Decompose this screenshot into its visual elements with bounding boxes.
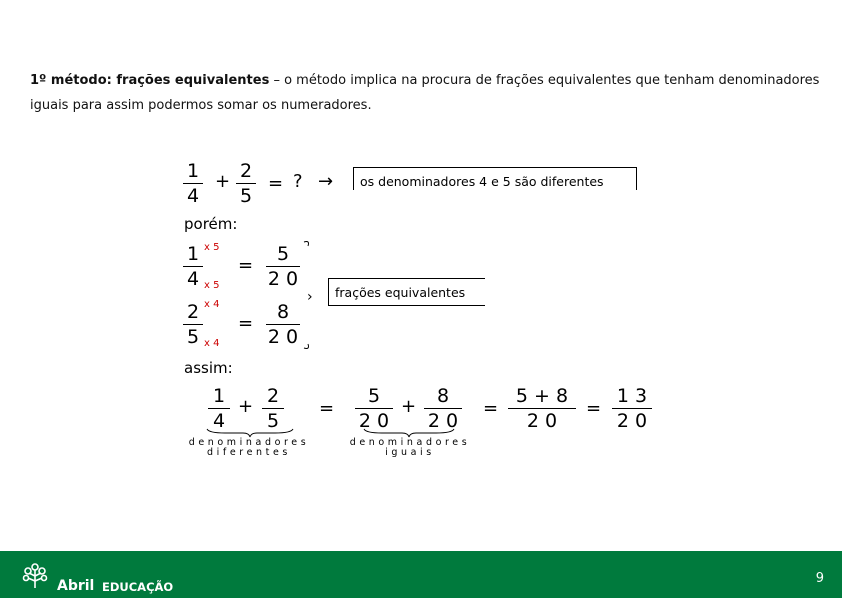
fraction-one-fourth-final: 1 4 (208, 385, 230, 432)
question-mark: ? (293, 171, 303, 192)
multiplier-top: x 4 (204, 299, 220, 310)
fraction-two-fifths-equiv: 2 5 (183, 301, 203, 348)
equals-sign: = (319, 398, 335, 419)
page-number: 9 (815, 571, 824, 586)
footer-bar (0, 551, 842, 598)
arrow-right-icon: › (307, 289, 313, 305)
porem-label: porém: (184, 215, 238, 233)
fraction-two-fifths-final: 2 5 (262, 385, 284, 432)
fraction-result: 1 3 2 0 (612, 385, 652, 432)
equals-sign: = (268, 173, 284, 194)
plus-sign: + (215, 171, 231, 192)
label-different-denominators: denominadores diferentes (188, 437, 310, 458)
brand-name: Abril (57, 578, 95, 594)
method-description: – o método implica na procura de frações equivalentes que tenham denominadores iguais para assim podermos somar os numeradores. (30, 73, 820, 113)
intro-paragraph (30, 68, 820, 118)
multiplier-top: x 5 (204, 242, 220, 253)
plus-sign: + (238, 396, 254, 417)
fraction-eight-twentieths: 8 2 0 (267, 301, 299, 348)
fraction-five-twentieths-final: 5 2 0 (355, 385, 393, 432)
fraction-five-twentieths: 5 2 0 (267, 243, 299, 290)
equals-sign: = (238, 255, 254, 276)
brand-division: EDUCAÇÃO (102, 580, 174, 594)
method-title: 1º método: frações equivalentes (30, 73, 270, 88)
fraction-one-fourth: 1 4 (183, 160, 203, 207)
assim-label: assim: (184, 359, 233, 377)
equals-sign: = (586, 398, 602, 419)
fraction-sum-numerators: 5 + 8 2 0 (508, 385, 576, 432)
multiplier-bottom: x 5 (204, 280, 220, 291)
plus-sign: + (401, 396, 417, 417)
equals-sign: = (238, 313, 254, 334)
fraction-eight-twentieths-final: 8 2 0 (424, 385, 462, 432)
tree-icon (22, 561, 48, 589)
fraction-two-fifths: 2 5 (236, 160, 256, 207)
equals-sign: = (483, 398, 499, 419)
note-different-denominators: os denominadores 4 e 5 são diferentes (353, 167, 637, 190)
arrow-right-icon: → (318, 171, 334, 192)
label-equal-denominators: denominadores iguais (349, 437, 471, 458)
fraction-one-fourth-equiv: 1 4 (183, 243, 203, 290)
note-equivalent-fractions: frações equivalentes (328, 278, 485, 306)
multiplier-bottom: x 4 (204, 338, 220, 349)
